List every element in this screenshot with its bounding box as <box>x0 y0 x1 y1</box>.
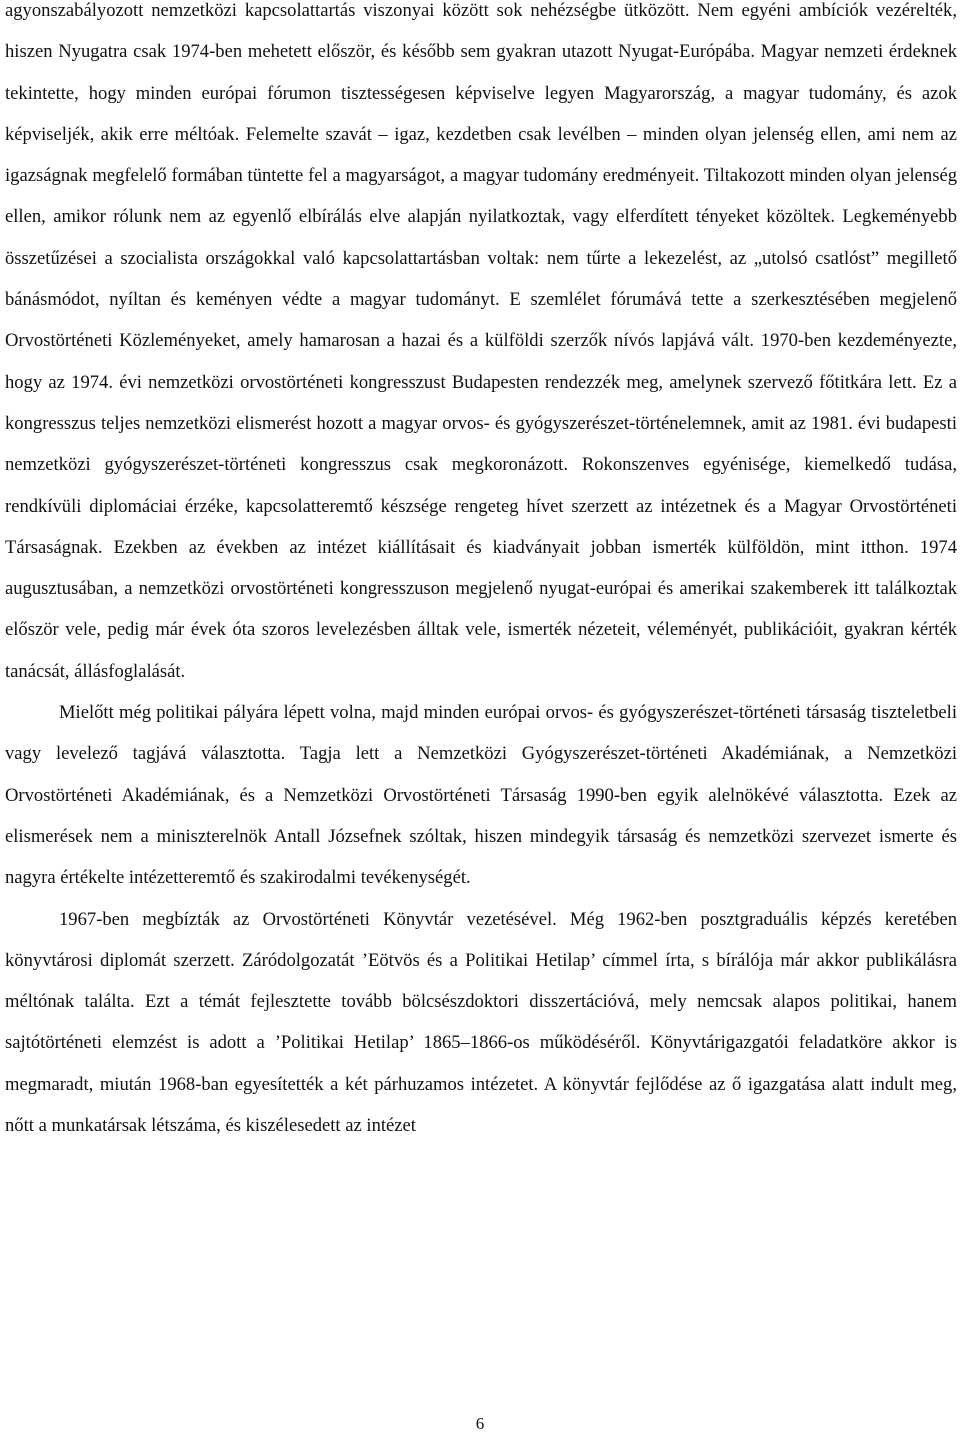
document-page <box>5 0 957 1146</box>
body-paragraph-2: Mielőtt még politikai pályára lépett volna, majd minden európai orvos- és gyógyszerészet-történeti társaság tiszteletbeli vagy levelező tagjává választotta. Tagja lett a Nemzetközi Gyógyszerészet-történeti Akadémiának, a Nemzetközi Orvostörténeti Akadémiának, és a Nemzetközi Orvostörténeti Társaság 1990-ben egyik alelnökévé választotta. Ezek az elismerések nem a miniszterelnök Antall Józsefnek szóltak, hiszen mindegyik társaság és nemzetközi szervezet ismerte és nagyra értékelte intézetteremtő és szakirodalmi tevékenységét. <box>5 702 957 889</box>
body-paragraph-1: agyonszabályozott nemzetközi kapcsolattartás viszonyai között sok nehézségbe ütközött. Nem egyéni ambíciók vezérelték, hiszen Nyugatra csak 1974-ben mehetett először, és később sem gyakran utazott Nyugat-Európába. Magyar nemzeti érdeknek tekintette, hogy minden európai fórumon tisztességesen képviselve legyen Magyarország, a magyar tudomány, és azok képviseljék, akik erre méltóak. Felemelte szavát – igaz, kezdetben csak levélben – minden olyan jelenség ellen, ami nem az igazságnak megfelelő formában tüntette fel a magyarságot, a magyar tudomány eredményeit. Tiltakozott minden olyan jelenség ellen, amikor rólunk nem az egyenlő elbírálás elve alapján nyilatkoztak, vagy elferdített tényeket közöltek. Legkeményebb összetűzései a szocialista országokkal való kapcsolattartásban voltak: nem tűrte a lekezelést, az „utolsó csatlóst” megillető bánásmódot, nyíltan és keményen védte a magyar tudományt. E szemlélet fórumává tette a szerkesztésében megjelenő Orvostörténeti Közleményeket, amely hamarosan a hazai és a külföldi szerzők nívós lapjává vált. 1970-ben kezdeményezte, hogy az 1974. évi nemzetközi orvostörténeti kongresszust Budapesten rendezzék meg, amelynek szervező főtitkára lett. Ez a kongresszus teljes nemzetközi elismerést hozott a magyar orvos- és gyógyszerészet-történelemnek, amit az 1981. évi budapesti nemzetközi gyógyszerészet-történeti kongresszus csak megkoronázott. Rokonszenves egyénisége, kiemelkedő tudása, rendkívüli diplomáciai érzéke, kapcsolatteremtő készsége rengeteg hívet szerzett az intézetnek és a Magyar Orvostörténeti Társaságnak. Ezekben az években az intézet kiállításait és kiadványait jobban ismerték külföldön, mint itthon. 1974 augusztusában, a nemzetközi orvostörténeti kongresszuson megjelenő nyugat-európai és amerikai szakemberek itt találkoztak először vele, pedig már évek óta szoros levelezésben álltak vele, ismerték nézeteit, véleményét, publikációit, gyakran kérték tanácsát, állásfoglalását. <box>5 0 957 682</box>
page-number: 6 <box>475 1414 485 1433</box>
body-paragraph-3: 1967-ben megbízták az Orvostörténeti Könyvtár vezetésével. Még 1962-ben posztgraduális képzés keretében könyvtárosi diplomát szerzett. Záródolgozatát ’Eötvös és a Politikai Hetilap’ címmel írta, s bírálója már akkor publikálásra méltónak találta. Ezt a témát fejlesztette tovább bölcsészdoktori disszertációvá, mely nemcsak alapos politikai, hanem sajtótörténeti elemzést is adott a ’Politikai Hetilap’ 1865–1866-os működéséről. Könyvtárigazgatói feladatköre akkor is megmaradt, miután 1968-ban egyesítették a két párhuzamos intézetet. A könyvtár fejlődése az ő igazgatása alatt indult meg, nőtt a munkatársak létszáma, és kiszélesedett az intézet <box>5 908 957 1137</box>
